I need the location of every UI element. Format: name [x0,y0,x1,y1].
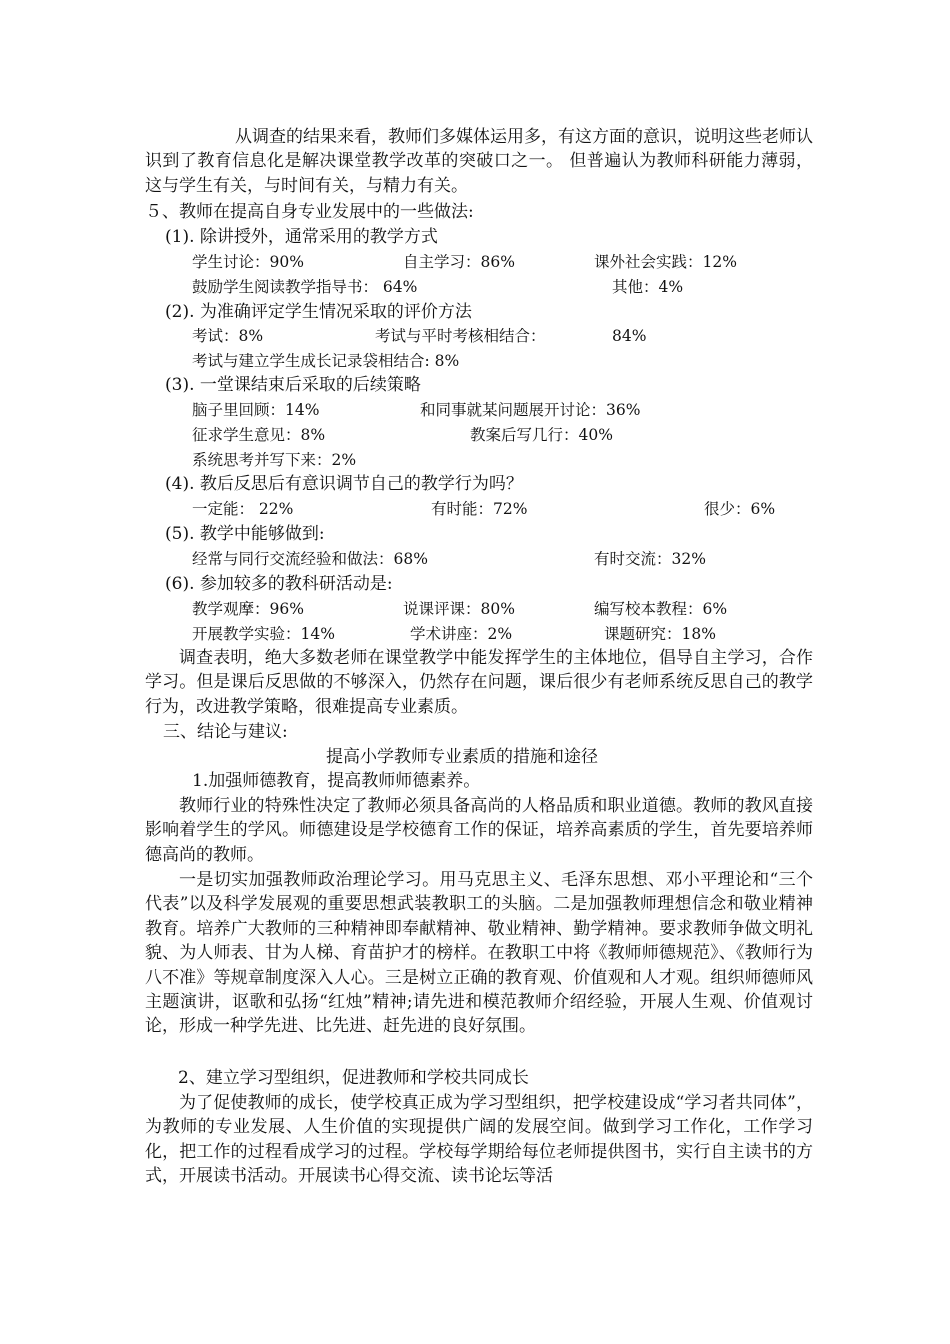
q6-answer-lesson-review: 说课评课：80% [403,600,515,618]
q3-answer-student-opinion: 征求学生意见：8% [192,426,326,444]
q1-answer-social-practice: 课外社会实践：12% [594,253,737,271]
q1-answer-discussion: 学生讨论：90% [192,253,304,271]
item-2-paragraph-1: 为了促使教师的成长，使学校真正成为学习型组织，把学校建设成“学习者共同体”，为教师的专业发展、人生价值的实现提供广阔的发展空间。做到学习工作化，工作学习化，把工作的过程看成学习的过程。学校每学期给每位老师提供图书，实行自主读书的方式，开展读书活动。开展读书心得交流、读书论坛等活 [145,1093,813,1187]
question-4-title: (4). 教后反思后有意识调节自己的教学行为吗？ [165,474,523,494]
section-5-title: ５、教师在提高自身专业发展中的一些做法: [145,202,474,222]
q2-answer-exam: 考试：8% [192,327,264,345]
q3-answer-colleague-discussion: 和同事就某问题展开讨论：36% [420,401,641,419]
q2-answer-combined-label: 考试与平时考核相结合： [375,327,546,345]
item-2-title: 2、建立学习型组织，促进教师和学校共同成长 [178,1068,529,1088]
item-1-paragraph-1: 教师行业的特殊性决定了教师必须具备高尚的人格品质和职业道德。教师的教风直接影响着学生的学风。师德建设是学校德育工作的保证，培养高素质的学生，首先要培养师德高尚的教师。 [145,796,813,865]
q6-answer-observation: 教学观摩：96% [192,600,304,618]
q6-answer-school-textbook: 编写校本教程：6% [594,600,728,618]
section-3-title: 三、结论与建议: [163,722,288,742]
q4-answer-sometimes: 有时能：72% [431,500,528,518]
q3-answer-lesson-notes: 教案后写几行：40% [470,426,613,444]
item-1-title: 1.加强师德教育，提高教师师德素养。 [192,771,481,791]
q1-answer-guide-book: 鼓励学生阅读教学指导书： 64% [192,278,418,296]
q6-answer-lecture: 学术讲座：2% [410,625,513,643]
q2-answer-portfolio: 考试与建立学生成长记录袋相结合: 8% [192,352,460,370]
item-1-paragraph-2: 一是切实加强教师政治理论学习。用马克思主义、毛泽东思想、邓小平理论和“三个代表”以及科学发展观的重要思想武装教职工的头脑。二是加强教师理想信念和敬业精神教育。培养广大教师的三种精神即奉献精神、敬业精神、勤学精神。要求教师争做文明礼貌、为人师表、甘为人梯、育苗护才的榜样。在教职工中将《教师师德规范》、《教师行为八不准》等规章制度深入人心。三是树立正确的教育观、价值观和人才观。组织师德师风主题演讲，讴歌和弘扬“红烛”精神;请先进和模范教师介绍经验，开展人生观、价值观讨论，形成一种学先进、比先进、赶先进的良好氛围。 [145,870,813,1037]
q4-answer-rarely: 很少：6% [704,500,776,518]
q3-answer-systematic: 系统思考并写下来：2% [192,451,357,469]
intro-paragraph: 从调查的结果来看，教师们多媒体运用多，有这方面的意识，说明这些老师认识到了教育信息化是解决课堂教学改革的突破口之一。 但普遍认为教师科研能力薄弱，这与学生有关，与时间有关，与精力有关。 [145,127,813,196]
q6-answer-research-project: 课题研究：18% [604,625,716,643]
q4-answer-definitely: 一定能： 22% [192,500,294,518]
survey-summary-paragraph: 调查表明，绝大多数老师在课堂教学中能发挥学生的主体地位，倡导自主学习，合作学习。但是课后反思做的不够深入，仍然存在问题，课后很少有老师系统反思自己的教学行为，改进教学策略，很难提高专业素质。 [145,648,813,717]
q5-answer-often: 经常与同行交流经验和做法：68% [192,550,428,568]
q6-answer-experiment: 开展教学实验：14% [192,625,335,643]
q5-answer-sometimes: 有时交流：32% [594,550,706,568]
q1-answer-self-study: 自主学习：86% [403,253,515,271]
q2-answer-combined-value: 84% [612,327,647,345]
question-6-title: (6). 参加较多的教科研活动是: [165,574,393,594]
question-5-title: (5). 教学中能够做到: [165,524,325,544]
question-2-title: (2). 为准确评定学生情况采取的评价方法 [165,302,472,322]
question-3-title: (3). 一堂课结束后采取的后续策略 [165,375,421,395]
question-1-title: (1). 除讲授外，通常采用的教学方式 [165,227,438,247]
section-3-subtitle: 提高小学教师专业素质的措施和途径 [326,747,598,767]
q1-answer-other: 其他：4% [612,278,684,296]
q3-answer-review: 脑子里回顾：14% [192,401,320,419]
